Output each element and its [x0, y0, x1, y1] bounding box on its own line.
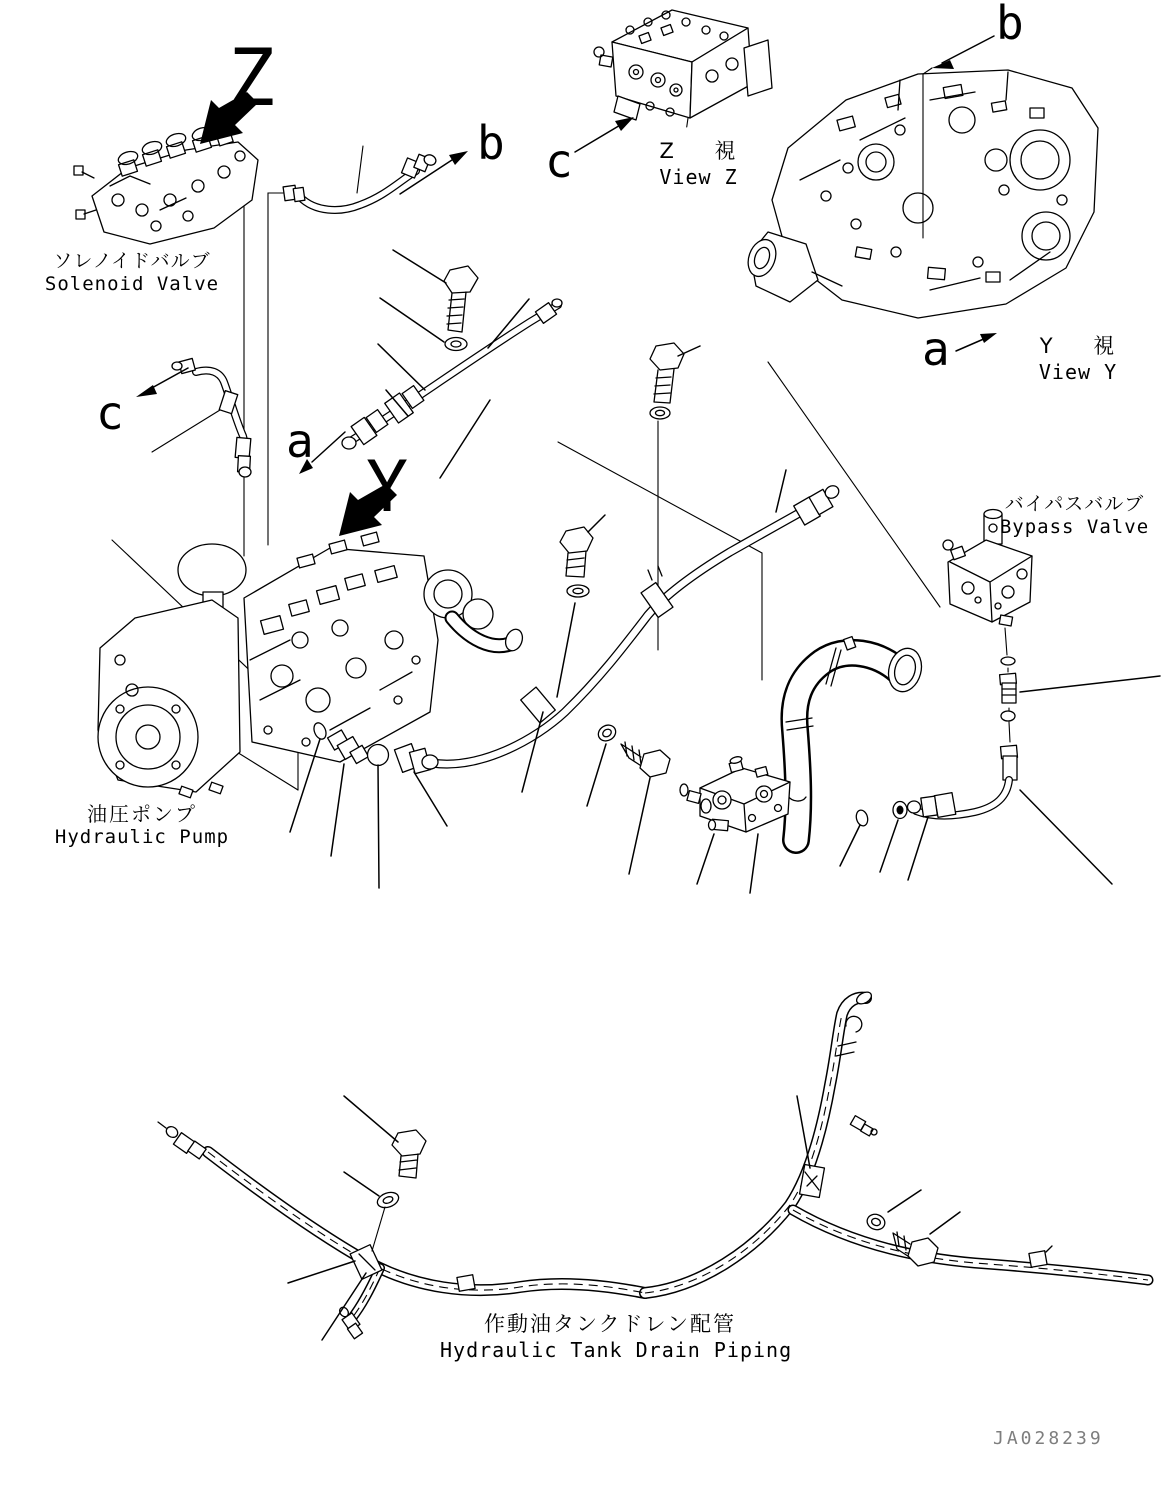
washer — [567, 585, 589, 597]
hose-a-drawing — [342, 299, 562, 449]
drain-piping-drawing — [158, 990, 1148, 1340]
bypass-valve-label-en: Bypass Valve — [999, 516, 1150, 539]
drawing-number: JA028239 — [993, 1428, 1104, 1449]
washer — [375, 1190, 400, 1211]
bolt — [560, 527, 593, 577]
hose-c-drawing — [152, 358, 251, 477]
direction-letter-a: a — [286, 414, 314, 468]
direction-letter-c: c — [96, 386, 124, 440]
washer — [445, 338, 467, 351]
solenoid-valve-drawing — [74, 125, 258, 244]
view-z-label — [626, 139, 771, 189]
direction-letter-c: c — [545, 134, 573, 188]
bypass-valve-label — [992, 493, 1157, 539]
direction-letter-b: b — [996, 0, 1024, 50]
view-z-label-jp: Z 視 — [659, 139, 738, 163]
bolt — [444, 266, 478, 332]
washer — [865, 1212, 887, 1232]
view-letter-y: Y — [366, 446, 409, 528]
hose-b-drawing — [283, 146, 437, 210]
direction-letter-a: a — [922, 322, 950, 376]
drain-piping-label-jp: 作動油タンクドレン配管 — [483, 1312, 737, 1336]
view-letter-z: Z — [228, 34, 275, 124]
bypass-fitting-parts — [1000, 628, 1017, 742]
bypass-valve-label-jp: バイパスバルブ — [1004, 493, 1145, 515]
washer — [650, 407, 670, 419]
o-ring — [368, 745, 389, 766]
hydraulic-pump-label — [52, 802, 232, 850]
pipe-clamp — [457, 1275, 475, 1292]
o-ring — [1001, 711, 1015, 721]
arrow-c-left — [136, 368, 188, 397]
hydraulic-pump-label-jp: 油圧ポンプ — [87, 802, 197, 826]
view-y-label — [1018, 334, 1138, 384]
o-ring — [855, 809, 870, 827]
lower-right-hose-drawing — [855, 745, 1018, 827]
bolt — [650, 343, 684, 403]
arrow-a-view-y — [956, 333, 997, 351]
o-ring — [1001, 657, 1015, 665]
drain-piping-label-en: Hydraulic Tank Drain Piping — [440, 1337, 793, 1362]
hydraulic-pump-drawing — [98, 532, 525, 798]
view-y-label-jp: Y 視 — [1039, 334, 1117, 358]
washer — [595, 722, 618, 744]
bolt-washer-parts — [444, 266, 684, 777]
manifold-drawing — [680, 756, 790, 832]
direction-letter-b: b — [477, 116, 505, 170]
solenoid-valve-label-jp: ソレノイドバルブ — [53, 250, 211, 272]
hydraulic-pump-label-en: Hydraulic Pump — [54, 826, 230, 849]
pipe-clamp — [1029, 1251, 1047, 1268]
view-z-drawing — [594, 10, 772, 132]
bolt — [621, 742, 670, 777]
view-y-drawing — [743, 70, 1098, 318]
drain-piping-label — [440, 1312, 793, 1362]
solenoid-valve-label — [42, 250, 222, 296]
bolt — [392, 1130, 426, 1178]
hose-clamp — [521, 687, 556, 723]
view-z-label-en: View Z — [659, 164, 738, 189]
solenoid-valve-label-en: Solenoid Valve — [44, 273, 220, 296]
view-y-label-en: View Y — [1038, 359, 1118, 384]
